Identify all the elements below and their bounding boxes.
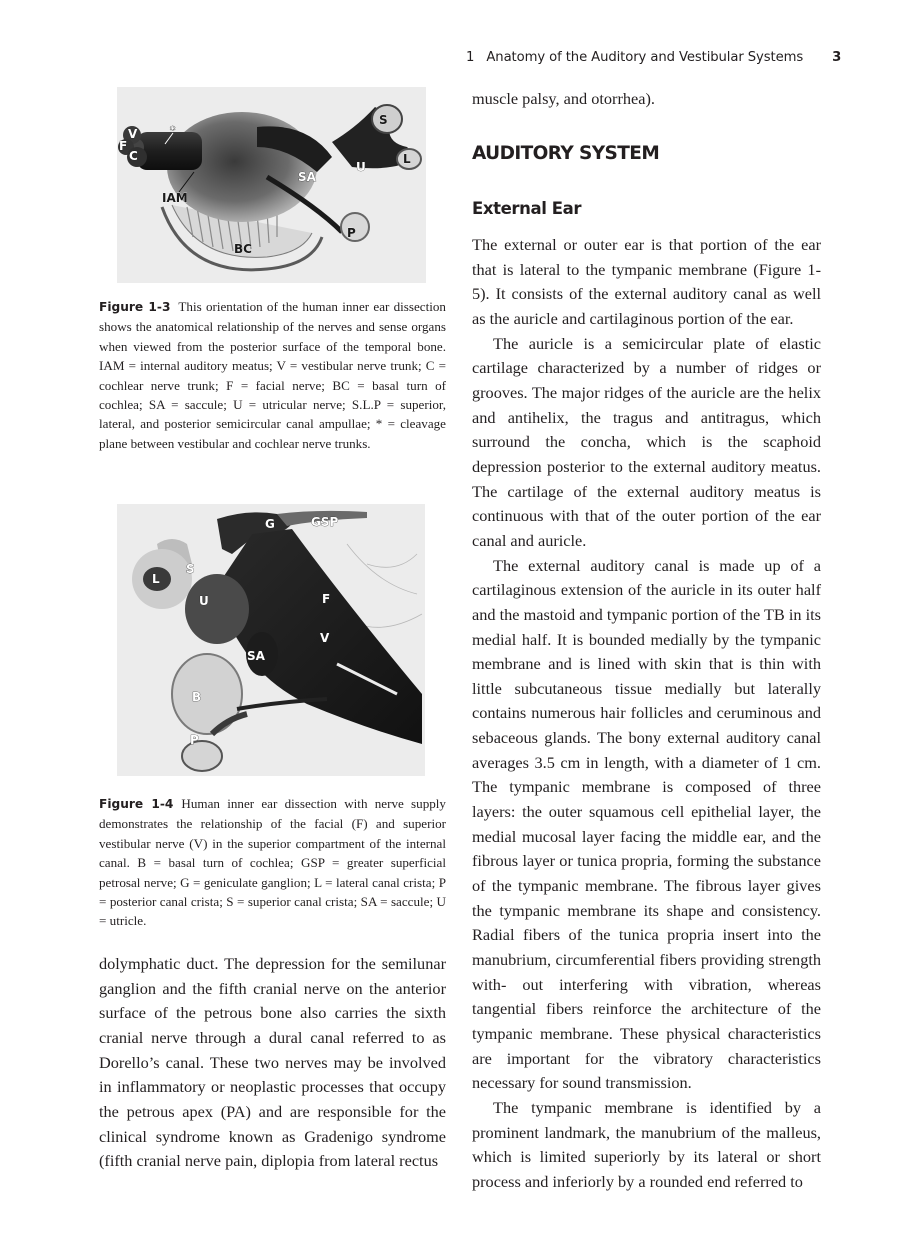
label-B: B (192, 690, 202, 704)
inner-ear-dissection-nerve-supply (117, 504, 425, 776)
figure-1-4-caption-label: Figure 1-4 (99, 797, 174, 811)
label-P: P (347, 226, 356, 240)
page-number: 3 (832, 49, 842, 65)
figure-1-3-caption-label: Figure 1-3 (99, 300, 171, 314)
chapter-title: Anatomy of the Auditory and Vestibular Systems (486, 49, 804, 65)
label-L: L (403, 152, 411, 166)
left-paragraph: dolymphatic duct. The depression for the semilunar ganglion and the fifth cranial nerve on the anterior surface of the petrous bone also carries the sixth cranial nerve through a dural canal referred to as Dorello’s canal. These two nerves may be involved in inflammatory or neoplastic processes that occupy the petrous apex (PA) and are responsible for the clinical syndrome known as Gradenigo syndrome (fifth cranial nerve pain, diplopia from lateral rectus (99, 954, 446, 1171)
section-heading: AUDITORY SYSTEM (472, 143, 660, 164)
label-star: * (170, 125, 176, 136)
paragraph-2: The auricle is a semicircular plate of elastic cartilage characterized by a number of ridges or grooves. The major ridges of the auricle are the helix and antihelix, the tragus and antitragus, which surround the concha, which is the scaphoid depression posterior to the external auditory meatus. The cartilage of the external auditory meatus is continuous with that of the outer portion of the ear canal and auricle. (472, 333, 821, 550)
inner-ear-dissection-posterior-view (117, 87, 426, 283)
right-column-continuation (472, 87, 821, 112)
label-GSP: GSP (311, 515, 339, 529)
subsection-heading: External Ear (472, 199, 582, 218)
label-V: V (128, 127, 138, 141)
paragraph-1: The external or outer ear is that portion of the ear that is lateral to the tympanic membrane (Figure 1-5). It consists of the external auditory canal as well as the auricle and cartilaginous portion of the ear. (472, 235, 821, 328)
label-S: S (186, 562, 195, 576)
label-IAM: IAM (162, 191, 188, 205)
paragraph-4: The tympanic membrane is identified by a prominent landmark, the manubrium of the malleus, which is limited superiorly by its lateral or short process and inferiorly by a rounded end referred to (472, 1097, 821, 1191)
chapter-number: 1 (466, 49, 475, 65)
label-SA: SA (298, 170, 316, 184)
figure-1-3-caption (99, 297, 446, 453)
label-C: C (129, 149, 138, 163)
label-SA: SA (247, 649, 265, 663)
label-U: U (199, 594, 209, 608)
figure-1-3-image (117, 87, 426, 283)
figure-1-4-caption (99, 794, 446, 931)
label-P: P (190, 733, 199, 747)
figure-1-4-image (117, 504, 425, 776)
label-V: V (320, 631, 330, 645)
figure-1-3-caption-text: This orientation of the human inner ear dissection shows the anatomical relationship of the nerves and sense organs when viewed from the posterior surface of the temporal bone. IAM = internal auditory meatus; V = vestibular nerve trunk; C = cochlear nerve trunk; F = facial nerve; BC = basal turn of cochlea; SA = saccule; U = utricular nerve; S.L.P = superior, lateral, and posterior semicircular canal ampullae; * = cleavage plane between vestibular and cochlear nerve trunks. (99, 299, 446, 451)
label-F: F (322, 592, 331, 606)
label-S: S (379, 113, 388, 127)
paragraph-3: The external auditory canal is made up of a cartilaginous extension of the auricle in its outer half and the mastoid and tympanic portion of the TB in its medial half. It is bounded medially by the tympanic membrane and is lined with skin that is thin with little subcutaneous tissue medially but laterally contains numerous hair follicles and ceruminous and sebaceous glands. The bony external auditory canal averages 3.5 cm in length, with a diameter of 1 cm. The tympanic membrane is composed of three layers: the outer squamous cell epithelial layer, the medial mucosal layer facing the middle ear, and the fibrous layer or tunica propria, forming the substance of the tympanic membrane. The fibrous layer gives the tympanic membrane its shape and consistency. Radial fibers of the tunica propria insert into the manubrium, circumferential fibers providing strength with- out interfering with vibration, whereas tangential fibers reinforce the architecture of the tympanic membrane. These physical characteristics are important for the vibratory characteristics necessary for sound transmission. (472, 555, 821, 1093)
continuation-text: muscle palsy, and otorrhea). (472, 89, 655, 108)
label-G: G (265, 517, 275, 531)
running-head (466, 46, 842, 68)
figure-1-4-caption-text: Human inner ear dissection with nerve supply demonstrates the relationship of the facial (F) and superior vestibular nerve (V) in the superior compartment of the internal canal. B = basal turn of cochlea; GSP = greater superficial petrosal nerve; G = geniculate ganglion; L = lateral canal crista; P = posterior canal crista; S = superior canal crista; SA = saccule; U = utricle. (99, 796, 446, 929)
label-F: F (119, 139, 128, 153)
label-L: L (152, 572, 160, 586)
right-column-body (472, 233, 821, 1195)
label-BC: BC (234, 242, 252, 256)
label-U: U (356, 160, 366, 174)
left-column (99, 952, 446, 1174)
